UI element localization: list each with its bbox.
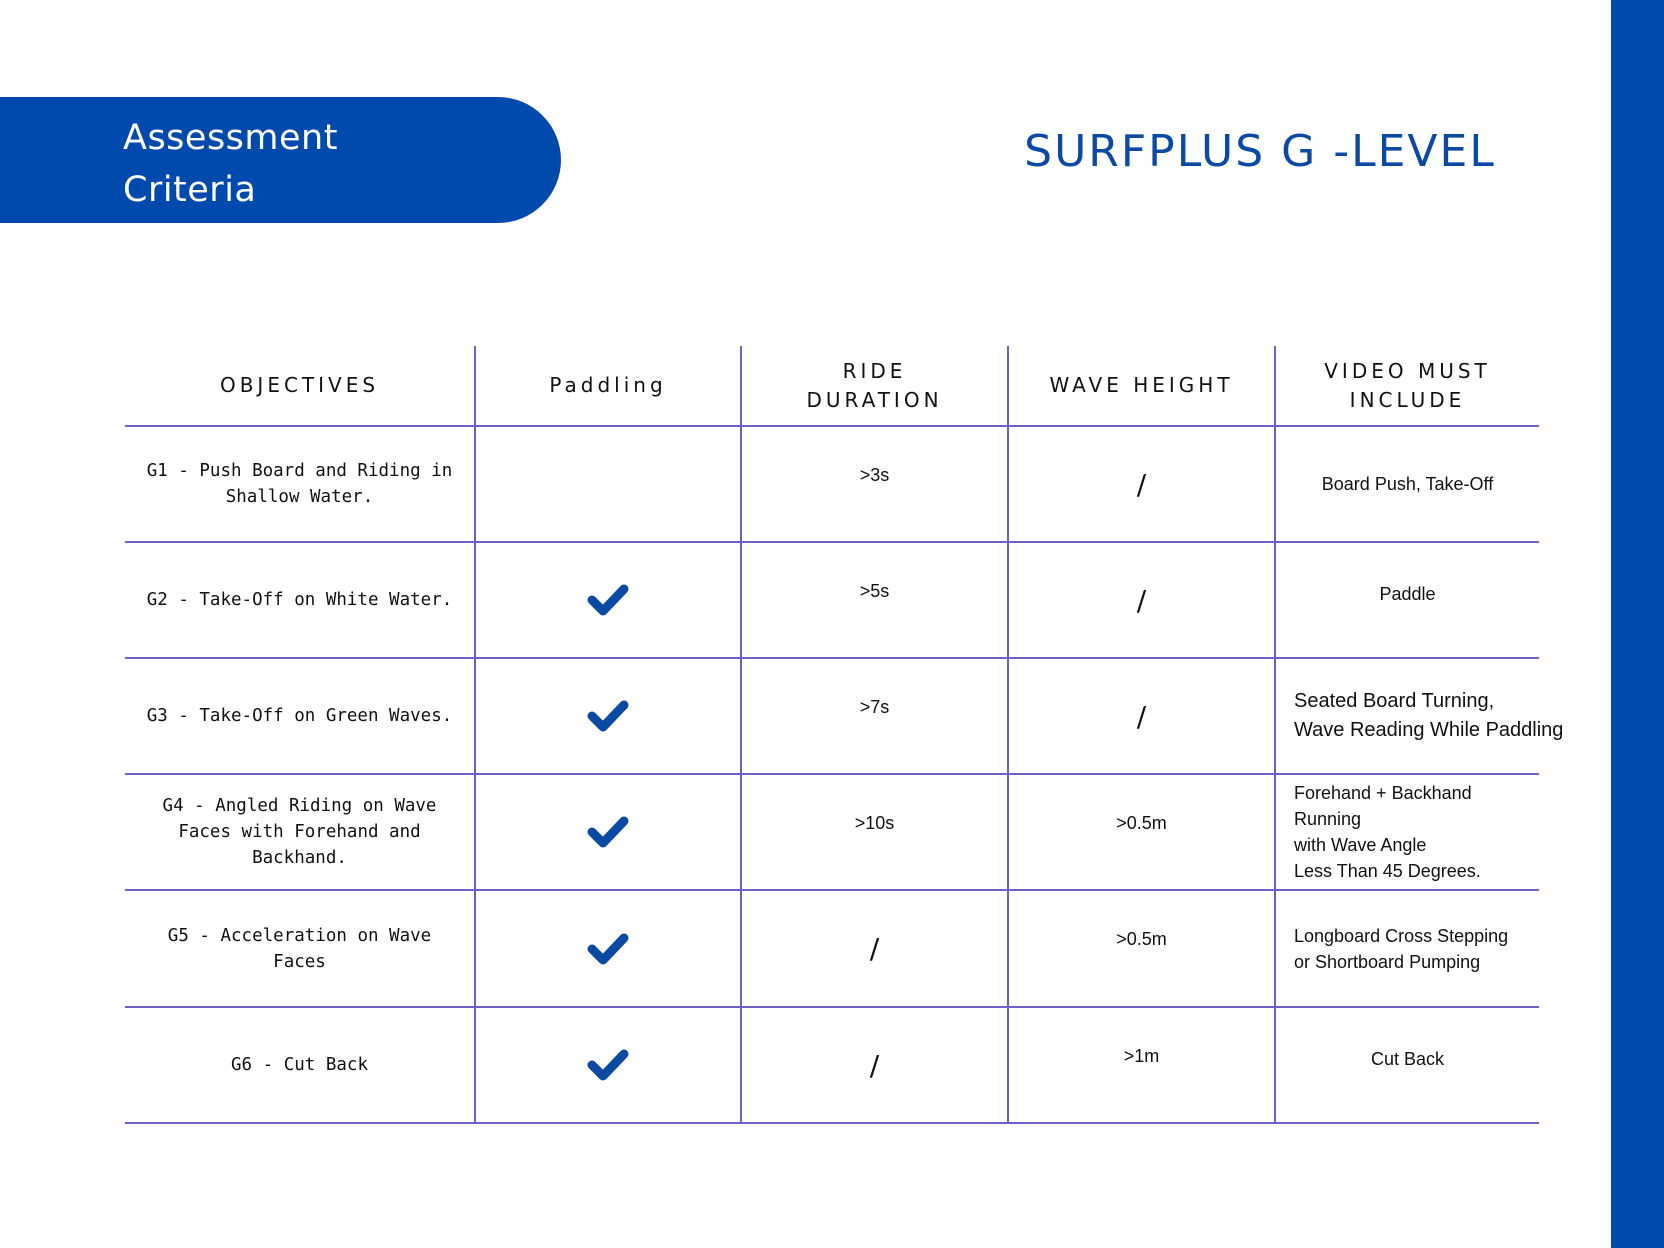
ride-duration-cell: / (740, 1008, 1007, 1124)
objective-cell: G5 - Acceleration on Wave Faces (125, 891, 474, 1008)
video-cell: Seated Board Turning, Wave Reading While Paddling (1274, 659, 1539, 775)
ride-duration-cell: / (740, 891, 1007, 1008)
objective-cell: G6 - Cut Back (125, 1008, 474, 1124)
wave-height-cell: / (1007, 659, 1274, 775)
wave-height-cell: >0.5m (1007, 775, 1274, 891)
check-icon (587, 1049, 629, 1081)
wave-height-cell: / (1007, 543, 1274, 659)
objective-cell: G3 - Take-Off on Green Waves. (125, 659, 474, 775)
page-title: SURFPLUS G -LEVEL (1024, 126, 1496, 177)
right-accent-bar (1611, 0, 1664, 1248)
video-cell: Paddle (1274, 543, 1539, 659)
objective-cell: G1 - Push Board and Riding in Shallow Water. (125, 427, 474, 543)
assessment-table (125, 346, 1564, 1124)
video-cell: Board Push, Take-Off (1274, 427, 1539, 543)
column-header-label: RIDE DURATION (806, 358, 943, 412)
ride-duration-cell: >3s (740, 427, 1007, 543)
column-header-label: WAVE HEIGHT (1049, 373, 1234, 397)
paddling-cell (474, 659, 740, 775)
ride-duration-cell: >10s (740, 775, 1007, 891)
video-cell: Forehand + Backhand Running with Wave Angle Less Than 45 Degrees. (1274, 775, 1539, 891)
ride-duration-cell: >5s (740, 543, 1007, 659)
column-header-video (1274, 346, 1539, 427)
pill-title: Assessment Criteria (123, 118, 338, 210)
objective-cell: G2 - Take-Off on White Water. (125, 543, 474, 659)
wave-height-cell: >1m (1007, 1008, 1274, 1124)
check-icon (587, 816, 629, 848)
paddling-cell (474, 543, 740, 659)
column-header-objectives (125, 346, 474, 427)
column-header-paddling (474, 346, 740, 427)
column-header-wave-height (1007, 346, 1274, 427)
objective-cell: G4 - Angled Riding on Wave Faces with Forehand and Backhand. (125, 775, 474, 891)
wave-height-cell: / (1007, 427, 1274, 543)
ride-duration-cell: >7s (740, 659, 1007, 775)
check-icon (587, 700, 629, 732)
check-icon (587, 584, 629, 616)
column-header-label: Paddling (549, 373, 667, 397)
column-header-label: OBJECTIVES (219, 373, 380, 397)
paddling-cell (474, 891, 740, 1008)
video-cell: Longboard Cross Stepping or Shortboard Pumping (1274, 891, 1539, 1008)
column-header-label: VIDEO MUST INCLUDE (1324, 358, 1491, 412)
column-header-ride-duration (740, 346, 1007, 427)
check-icon (587, 933, 629, 965)
wave-height-cell: >0.5m (1007, 891, 1274, 1008)
paddling-cell (474, 1008, 740, 1124)
video-cell: Cut Back (1274, 1008, 1539, 1124)
paddling-cell (474, 775, 740, 891)
paddling-cell-empty (474, 427, 740, 543)
